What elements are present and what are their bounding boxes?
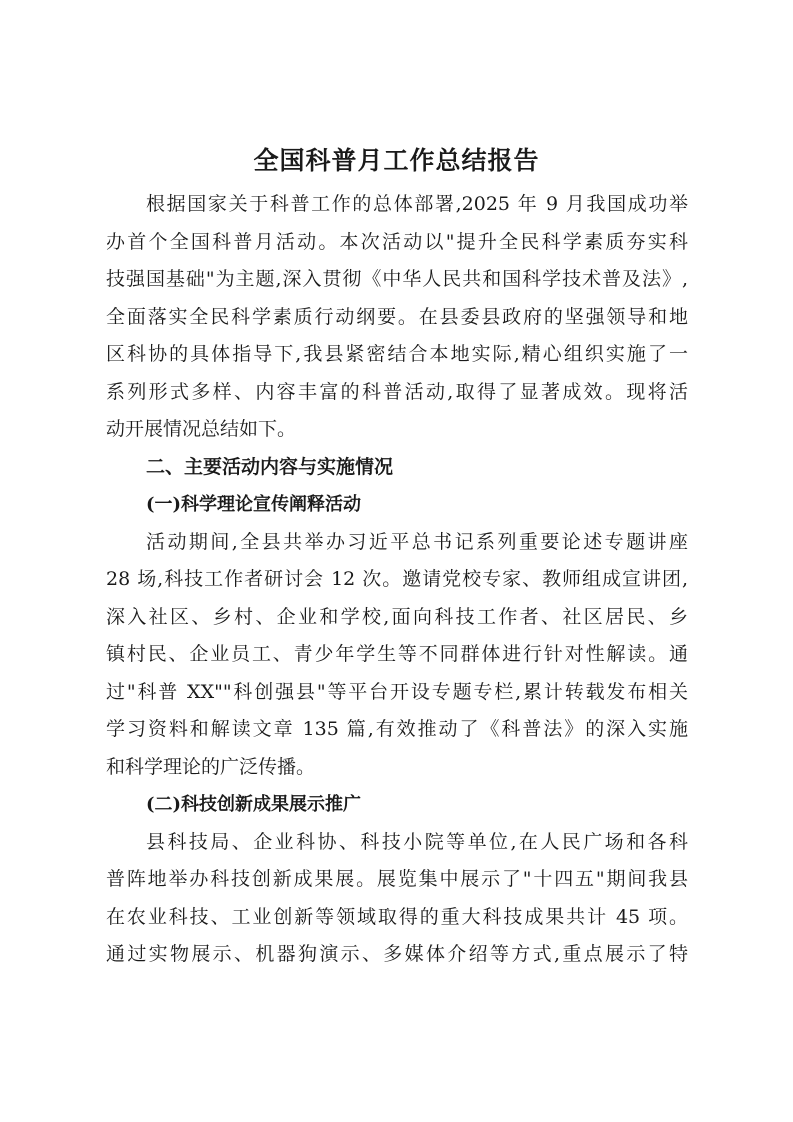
paragraph-line: 动开展情况总结如下。 [106, 418, 297, 440]
paragraph-line: 区科协的具体指导下,我县紧密结合本地实际,精心组织实施了一 [106, 343, 688, 365]
paragraph-line: 系列形式多样、内容丰富的科普活动,取得了显著成效。现将活 [106, 380, 688, 403]
paragraph-line: 学习资料和解读文章 135 篇,有效推动了《科普法》的深入实施 [106, 718, 688, 740]
paragraph-line: 根据国家关于科普工作的总体部署,2025 年 9 月我国成功举 [146, 193, 688, 215]
paragraph-line: 普阵地举办科技创新成果展。展览集中展示了"十四五"期间我县 [106, 868, 688, 890]
paragraph-line: 活动期间,全县共举办习近平总书记系列重要论述专题讲座 [146, 530, 688, 553]
paragraph-line: 28 场,科技工作者研讨会 12 次。邀请党校专家、教师组成宣讲团, [106, 568, 688, 590]
paragraph-line: 办首个全国科普月活动。本次活动以"提升全民科学素质夯实科 [106, 230, 688, 253]
document-body [106, 186, 688, 974]
section-heading: 二、主要活动内容与实施情况 [146, 455, 394, 478]
subsection-heading: (二)科技创新成果展示推广 [146, 794, 362, 815]
paragraph-line: 和科学理论的广泛传播。 [106, 755, 316, 778]
paragraph-line: 过"科普 XX""科创强县"等平台开设专题专栏,累计转载发布相关 [106, 680, 688, 703]
document-title: 全国科普月工作总结报告 [253, 146, 540, 175]
paragraph-line: 镇村民、企业员工、青少年学生等不同群体进行针对性解读。通 [106, 643, 688, 665]
paragraph-line: 深入社区、乡村、企业和学校,面向科技工作者、社区居民、乡 [106, 605, 688, 628]
paragraph-line: 技强国基础"为主题,深入贯彻《中华人民共和国科学技术普及法》, [106, 268, 688, 290]
subsection-heading: (一)科学理论宣传阐释活动 [146, 494, 362, 515]
paragraph-line: 在农业科技、工业创新等领域取得的重大科技成果共计 45 项。 [106, 905, 688, 928]
paragraph-line: 通过实物展示、机器狗演示、多媒体介绍等方式,重点展示了特 [106, 943, 688, 965]
paragraph-line: 全面落实全民科学素质行动纲要。在县委县政府的坚强领导和地 [106, 305, 688, 328]
paragraph-line: 县科技局、企业科协、科技小院等单位,在人民广场和各科 [146, 830, 688, 853]
